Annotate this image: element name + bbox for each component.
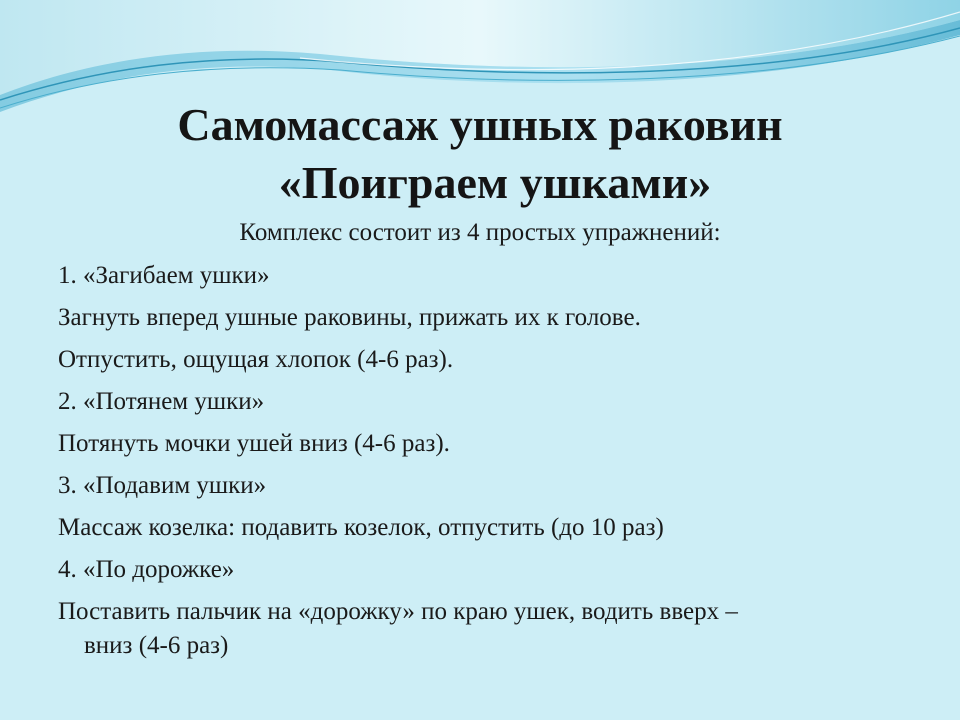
exercise-3-text: Массаж козелка: подавить козелок, отпустить (до 10 раз) [58, 514, 664, 541]
exercise-2-text: Потянуть мочки ушей вниз (4-6 раз). [58, 430, 450, 457]
slide-title-line-2: «Поиграем ушками» [278, 157, 712, 208]
exercise-1-heading: 1. «Загибаем ушки» [58, 262, 270, 289]
exercise-2-heading: 2. «Потянем ушки» [58, 388, 265, 415]
exercise-1-text-b: Отпустить, ощущая хлопок (4-6 раз). [58, 346, 454, 373]
slide-title-line-1: Самомассаж ушных раковин [177, 99, 783, 150]
exercise-3-heading: 3. «Подавим ушки» [58, 472, 267, 499]
exercise-4-text-b: вниз (4-6 раз) [84, 632, 229, 659]
exercise-4-heading: 4. «По дорожке» [58, 556, 235, 583]
exercise-1-text-a: Загнуть вперед ушные раковины, прижать их к голове. [58, 304, 641, 331]
intro-text: Комплекс состоит из 4 простых упражнений: [239, 219, 721, 246]
exercise-4-text-a: Поставить пальчик на «дорожку» по краю ушек, водить вверх – [58, 598, 738, 625]
